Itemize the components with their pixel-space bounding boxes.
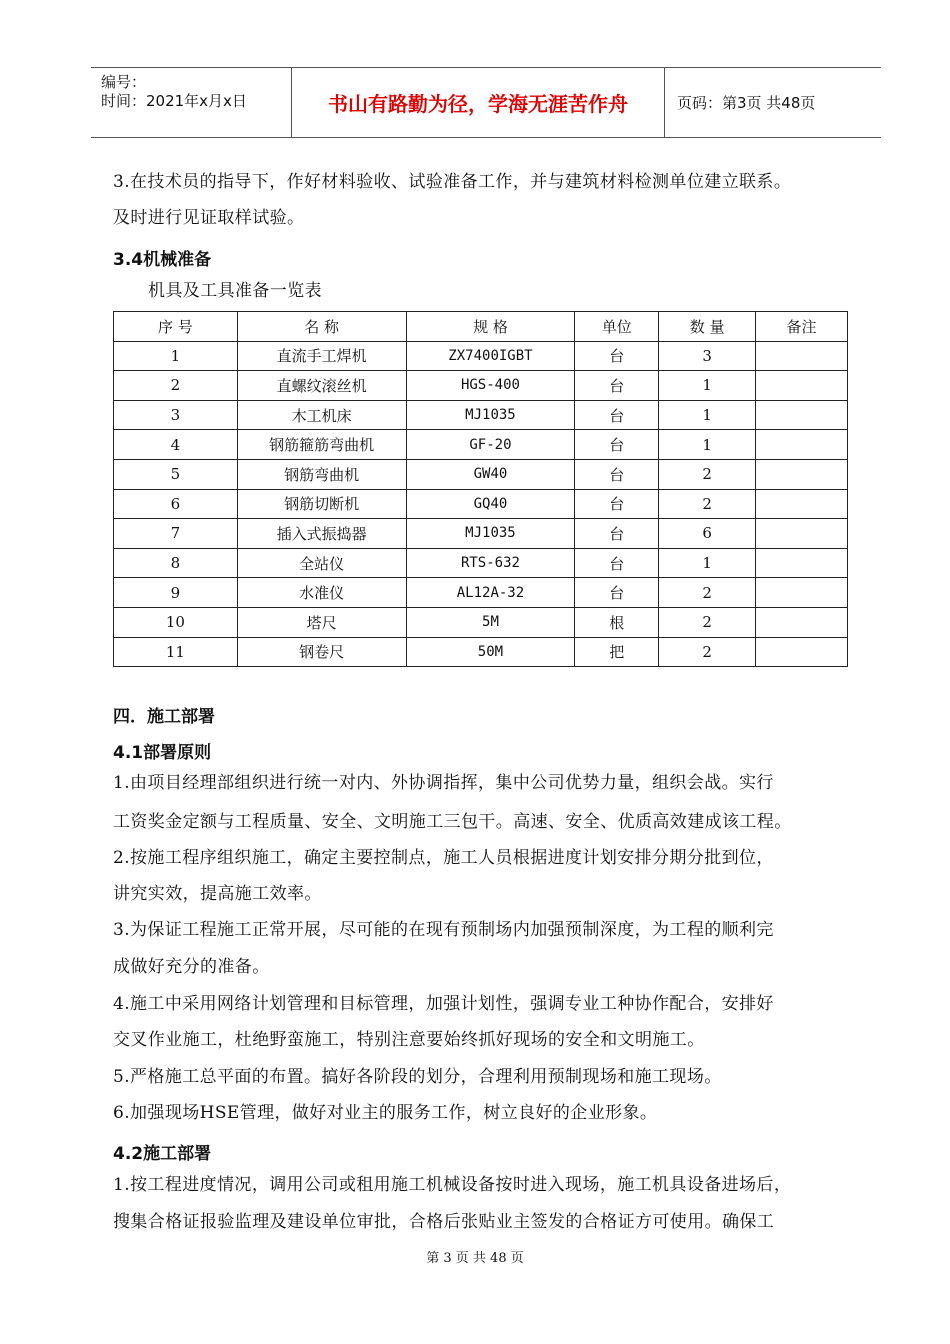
page-header xyxy=(91,67,881,138)
table-cell: 4 xyxy=(114,430,238,460)
table-cell: 8 xyxy=(114,548,238,578)
column-header: 单位 xyxy=(575,312,659,342)
table-cell xyxy=(756,519,848,549)
table-cell xyxy=(756,430,848,460)
subsection-heading-4-2: 4.2施工部署 xyxy=(113,1144,212,1164)
table-cell: 直流手工焊机 xyxy=(237,341,406,371)
header-meta xyxy=(91,68,292,137)
table-cell: RTS-632 xyxy=(406,548,575,578)
paragraph-line: 讲究实效，提高施工效率。 xyxy=(113,884,322,904)
table-cell: 5M xyxy=(406,607,575,637)
table-row xyxy=(114,519,848,549)
paragraph-line: 3.为保证工程施工正常开展，尽可能的在现有预制场内加强预制深度，为工程的顺利完 xyxy=(113,920,774,940)
paragraph-line: 成做好充分的准备。 xyxy=(113,957,270,977)
table-cell: 3 xyxy=(114,400,238,430)
table-cell: 台 xyxy=(575,400,659,430)
table-row xyxy=(114,459,848,489)
table-cell xyxy=(756,371,848,401)
table-row xyxy=(114,607,848,637)
intro-line: 3.在技术员的指导下，作好材料验收、试验准备工作，并与建筑材料检测单位建立联系。 xyxy=(113,172,792,192)
header-motto: 书山有路勤为径，学海无涯苦作舟 xyxy=(292,68,665,137)
table-cell: 2 xyxy=(659,637,756,667)
table-cell xyxy=(756,607,848,637)
table-cell xyxy=(756,578,848,608)
table-row xyxy=(114,400,848,430)
paragraph-line: 工资奖金定额与工程质量、安全、文明施工三包干。高速、安全、优质高效建成该工程。 xyxy=(113,812,792,832)
header-page-info: 页码：第3页 共48页 xyxy=(677,94,816,112)
table-row xyxy=(114,548,848,578)
table-cell: 钢卷尺 xyxy=(237,637,406,667)
paragraph-line: 1.由项目经理部组织进行统一对内、外协调指挥，集中公司优势力量，组织会战。实行 xyxy=(113,773,774,793)
table-cell: 全站仪 xyxy=(237,548,406,578)
table-cell: 5 xyxy=(114,459,238,489)
table-cell: 直螺纹滚丝机 xyxy=(237,371,406,401)
table-row xyxy=(114,578,848,608)
table-cell xyxy=(756,400,848,430)
table-cell: 6 xyxy=(114,489,238,519)
table-cell: 插入式振捣器 xyxy=(237,519,406,549)
table-cell: 台 xyxy=(575,341,659,371)
table-cell: 2 xyxy=(659,607,756,637)
table-row xyxy=(114,489,848,519)
table-cell: AL12A-32 xyxy=(406,578,575,608)
table-cell: 1 xyxy=(114,341,238,371)
table-cell xyxy=(756,637,848,667)
paragraph-line: 1.按工程进度情况，调用公司或租用施工机械设备按时进入现场，施工机具设备进场后， xyxy=(113,1175,792,1195)
table-cell xyxy=(756,459,848,489)
table-cell: 木工机床 xyxy=(237,400,406,430)
subsection-heading-4-1: 4.1部署原则 xyxy=(113,743,212,763)
paragraph-line: 6.加强现场HSE管理，做好对业主的服务工作，树立良好的企业形象。 xyxy=(113,1103,658,1123)
section-heading-4: 四．施工部署 xyxy=(113,707,215,727)
table-cell: 钢筋切断机 xyxy=(237,489,406,519)
table-cell: 1 xyxy=(659,430,756,460)
table-cell: 台 xyxy=(575,489,659,519)
equipment-table xyxy=(113,311,848,667)
table-cell: 台 xyxy=(575,459,659,489)
table-row xyxy=(114,637,848,667)
paragraph-line: 4.施工中采用网络计划管理和目标管理，加强计划性，强调专业工种协作配合，安排好 xyxy=(113,994,774,1014)
column-header: 序 号 xyxy=(114,312,238,342)
column-header: 名 称 xyxy=(237,312,406,342)
table-cell: 台 xyxy=(575,548,659,578)
intro-line: 及时进行见证取样试验。 xyxy=(113,208,305,228)
table-cell: 钢筋箍筋弯曲机 xyxy=(237,430,406,460)
table-cell: HGS-400 xyxy=(406,371,575,401)
paragraph-line: 5.严格施工总平面的布置。搞好各阶段的划分，合理利用预制现场和施工现场。 xyxy=(113,1067,722,1087)
table-caption: 机具及工具准备一览表 xyxy=(148,281,322,301)
table-cell: GQ40 xyxy=(406,489,575,519)
column-header: 数 量 xyxy=(659,312,756,342)
table-cell xyxy=(756,548,848,578)
table-cell: 3 xyxy=(659,341,756,371)
table-cell: 1 xyxy=(659,548,756,578)
table-cell: ZX7400IGBT xyxy=(406,341,575,371)
table-cell xyxy=(756,341,848,371)
paragraph-line: 搜集合格证报验监理及建设单位审批，合格后张贴业主签发的合格证方可使用。确保工 xyxy=(113,1212,775,1232)
table-cell: MJ1035 xyxy=(406,519,575,549)
table-cell: 1 xyxy=(659,371,756,401)
table-cell: 台 xyxy=(575,519,659,549)
table-cell: 台 xyxy=(575,578,659,608)
table-cell: 钢筋弯曲机 xyxy=(237,459,406,489)
table-cell: GW40 xyxy=(406,459,575,489)
paragraph-line: 2.按施工程序组织施工，确定主要控制点，施工人员根据进度计划安排分期分批到位， xyxy=(113,848,774,868)
table-cell: 根 xyxy=(575,607,659,637)
column-header: 规 格 xyxy=(406,312,575,342)
section-heading-3-4: 3.4机械准备 xyxy=(113,250,212,270)
table-cell xyxy=(756,489,848,519)
table-cell: 水准仪 xyxy=(237,578,406,608)
table-cell: GF-20 xyxy=(406,430,575,460)
table-cell: 10 xyxy=(114,607,238,637)
table-cell: 台 xyxy=(575,430,659,460)
document-time-label: 时间：2021年x月x日 xyxy=(101,92,247,110)
table-cell: 9 xyxy=(114,578,238,608)
table-cell: 2 xyxy=(659,578,756,608)
column-header: 备注 xyxy=(756,312,848,342)
table-body xyxy=(114,341,848,667)
table-row xyxy=(114,341,848,371)
table-cell: 50M xyxy=(406,637,575,667)
table-cell: 2 xyxy=(114,371,238,401)
table-cell: 7 xyxy=(114,519,238,549)
table-cell: 1 xyxy=(659,400,756,430)
table-cell: 台 xyxy=(575,371,659,401)
table-cell: 11 xyxy=(114,637,238,667)
paragraph-line: 交叉作业施工，杜绝野蛮施工，特别注意要始终抓好现场的安全和文明施工。 xyxy=(113,1030,705,1050)
table-cell: MJ1035 xyxy=(406,400,575,430)
table-cell: 把 xyxy=(575,637,659,667)
table-header-row xyxy=(114,312,848,342)
table-cell: 2 xyxy=(659,489,756,519)
document-number-label: 编号： xyxy=(101,73,147,91)
table-cell: 2 xyxy=(659,459,756,489)
table-row xyxy=(114,430,848,460)
page-footer: 第 3 页 共 48 页 xyxy=(426,1251,524,1266)
table-row xyxy=(114,371,848,401)
table-cell: 塔尺 xyxy=(237,607,406,637)
table-cell: 6 xyxy=(659,519,756,549)
